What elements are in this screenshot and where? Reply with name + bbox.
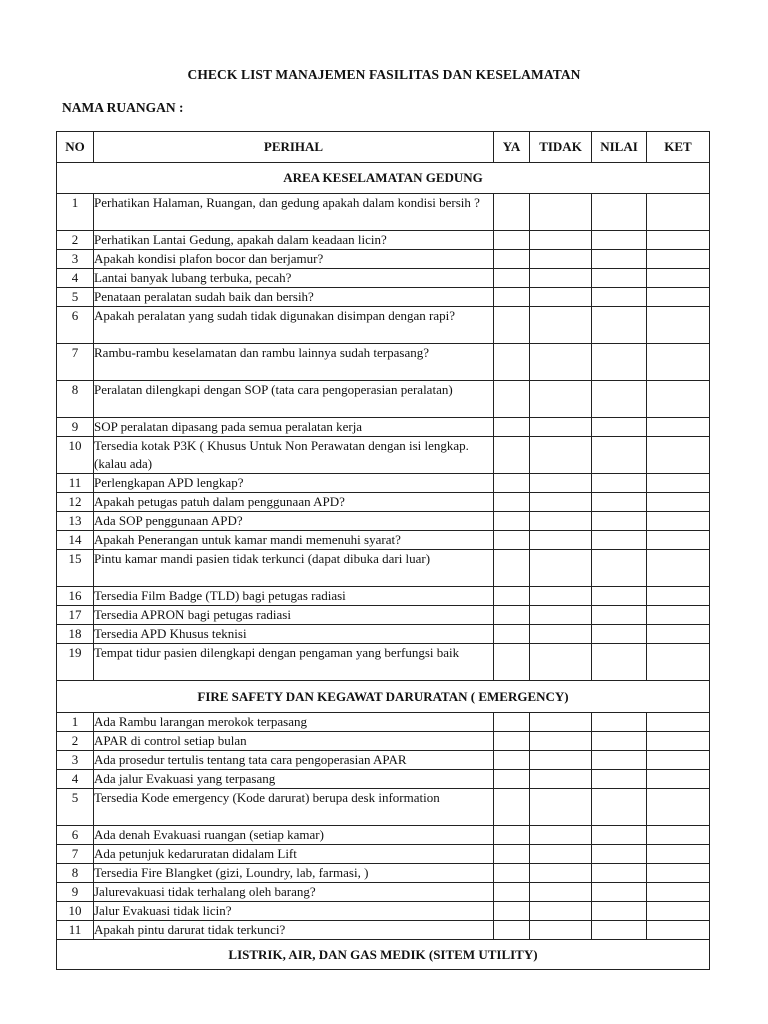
table-row bbox=[57, 344, 710, 381]
ket-cell[interactable] bbox=[647, 902, 710, 921]
item-text: Ada denah Evakuasi ruangan (setiap kamar) bbox=[94, 826, 494, 845]
ya-cell[interactable] bbox=[494, 732, 530, 751]
room-name-label: NAMA RUANGAN : bbox=[62, 100, 184, 115]
nilai-cell[interactable] bbox=[592, 474, 647, 493]
ket-cell[interactable] bbox=[647, 921, 710, 940]
ya-cell[interactable] bbox=[494, 606, 530, 625]
ya-cell[interactable] bbox=[494, 921, 530, 940]
item-text: Rambu-rambu keselamatan dan rambu lainnya sudah terpasang? bbox=[94, 344, 494, 381]
ket-cell[interactable] bbox=[647, 381, 710, 418]
item-number: 11 bbox=[57, 921, 94, 940]
header-row bbox=[57, 132, 710, 163]
item-text: Perhatikan Lantai Gedung, apakah dalam keadaan licin? bbox=[94, 231, 494, 250]
tidak-cell[interactable] bbox=[530, 789, 592, 826]
ya-cell[interactable] bbox=[494, 713, 530, 732]
item-number: 9 bbox=[57, 418, 94, 437]
tidak-cell[interactable] bbox=[530, 902, 592, 921]
table-row bbox=[57, 531, 710, 550]
item-text: Tersedia APD Khusus teknisi bbox=[94, 625, 494, 644]
tidak-cell[interactable] bbox=[530, 845, 592, 864]
table-row bbox=[57, 474, 710, 493]
ket-cell[interactable] bbox=[647, 288, 710, 307]
header-nilai: NILAI bbox=[592, 132, 647, 163]
ket-cell[interactable] bbox=[647, 732, 710, 751]
ket-cell[interactable] bbox=[647, 770, 710, 789]
ya-cell[interactable] bbox=[494, 194, 530, 231]
nilai-cell[interactable] bbox=[592, 606, 647, 625]
nilai-cell[interactable] bbox=[592, 307, 647, 344]
ket-cell[interactable] bbox=[647, 864, 710, 883]
ket-cell[interactable] bbox=[647, 194, 710, 231]
item-number: 13 bbox=[57, 512, 94, 531]
tidak-cell[interactable] bbox=[530, 531, 592, 550]
item-text: SOP peralatan dipasang pada semua peralatan kerja bbox=[94, 418, 494, 437]
table-row bbox=[57, 826, 710, 845]
ket-cell[interactable] bbox=[647, 826, 710, 845]
item-text: Perlengkapan APD lengkap? bbox=[94, 474, 494, 493]
tidak-cell[interactable] bbox=[530, 770, 592, 789]
nilai-cell[interactable] bbox=[592, 194, 647, 231]
item-number: 5 bbox=[57, 789, 94, 826]
nilai-cell[interactable] bbox=[592, 732, 647, 751]
table-row bbox=[57, 864, 710, 883]
ket-cell[interactable] bbox=[647, 269, 710, 288]
item-number: 4 bbox=[57, 269, 94, 288]
section-row bbox=[57, 163, 710, 194]
item-number: 12 bbox=[57, 493, 94, 512]
ya-cell[interactable] bbox=[494, 437, 530, 474]
nilai-cell[interactable] bbox=[592, 381, 647, 418]
ya-cell[interactable] bbox=[494, 789, 530, 826]
ya-cell[interactable] bbox=[494, 845, 530, 864]
nilai-cell[interactable] bbox=[592, 493, 647, 512]
ket-cell[interactable] bbox=[647, 644, 710, 681]
table-row bbox=[57, 437, 710, 474]
table-row bbox=[57, 512, 710, 531]
checklist-table bbox=[56, 131, 710, 970]
nilai-cell[interactable] bbox=[592, 231, 647, 250]
tidak-cell[interactable] bbox=[530, 493, 592, 512]
ya-cell[interactable] bbox=[494, 381, 530, 418]
ya-cell[interactable] bbox=[494, 531, 530, 550]
item-text: Ada SOP penggunaan APD? bbox=[94, 512, 494, 531]
section-row bbox=[57, 940, 710, 970]
item-text: Tersedia kotak P3K ( Khusus Untuk Non Perawatan dengan isi lengkap. (kalau ada) bbox=[94, 437, 494, 474]
item-text: Tersedia APRON bagi petugas radiasi bbox=[94, 606, 494, 625]
tidak-cell[interactable] bbox=[530, 732, 592, 751]
ket-cell[interactable] bbox=[647, 437, 710, 474]
item-number: 18 bbox=[57, 625, 94, 644]
table-row bbox=[57, 713, 710, 732]
nilai-cell[interactable] bbox=[592, 921, 647, 940]
item-text: Penataan peralatan sudah baik dan bersih? bbox=[94, 288, 494, 307]
item-text: Peralatan dilengkapi dengan SOP (tata cara pengoperasian peralatan) bbox=[94, 381, 494, 418]
ya-cell[interactable] bbox=[494, 418, 530, 437]
nilai-cell[interactable] bbox=[592, 418, 647, 437]
table-row bbox=[57, 587, 710, 606]
tidak-cell[interactable] bbox=[530, 194, 592, 231]
nilai-cell[interactable] bbox=[592, 883, 647, 902]
table-row bbox=[57, 250, 710, 269]
tidak-cell[interactable] bbox=[530, 418, 592, 437]
nilai-cell[interactable] bbox=[592, 902, 647, 921]
nilai-cell[interactable] bbox=[592, 845, 647, 864]
ya-cell[interactable] bbox=[494, 231, 530, 250]
table-row bbox=[57, 381, 710, 418]
section-title: FIRE SAFETY DAN KEGAWAT DARURATAN ( EMERGENCY) bbox=[57, 681, 710, 713]
item-text: Apakah kondisi plafon bocor dan berjamur? bbox=[94, 250, 494, 269]
ket-cell[interactable] bbox=[647, 845, 710, 864]
table-row bbox=[57, 550, 710, 587]
ket-cell[interactable] bbox=[647, 474, 710, 493]
item-text: Jalurevakuasi tidak terhalang oleh barang? bbox=[94, 883, 494, 902]
item-text: Apakah Penerangan untuk kamar mandi memenuhi syarat? bbox=[94, 531, 494, 550]
ket-cell[interactable] bbox=[647, 751, 710, 770]
tidak-cell[interactable] bbox=[530, 288, 592, 307]
item-number: 2 bbox=[57, 231, 94, 250]
tidak-cell[interactable] bbox=[530, 437, 592, 474]
tidak-cell[interactable] bbox=[530, 512, 592, 531]
ya-cell[interactable] bbox=[494, 512, 530, 531]
item-text: Tersedia Kode emergency (Kode darurat) berupa desk information bbox=[94, 789, 494, 826]
item-number: 9 bbox=[57, 883, 94, 902]
item-number: 3 bbox=[57, 751, 94, 770]
nilai-cell[interactable] bbox=[592, 770, 647, 789]
item-number: 8 bbox=[57, 381, 94, 418]
ya-cell[interactable] bbox=[494, 864, 530, 883]
table-row bbox=[57, 902, 710, 921]
ya-cell[interactable] bbox=[494, 550, 530, 587]
ket-cell[interactable] bbox=[647, 713, 710, 732]
table-row bbox=[57, 307, 710, 344]
item-number: 6 bbox=[57, 307, 94, 344]
item-text: Perhatikan Halaman, Ruangan, dan gedung apakah dalam kondisi bersih ? bbox=[94, 194, 494, 231]
tidak-cell[interactable] bbox=[530, 713, 592, 732]
tidak-cell[interactable] bbox=[530, 231, 592, 250]
item-text: Ada petunjuk kedaruratan didalam Lift bbox=[94, 845, 494, 864]
ket-cell[interactable] bbox=[647, 307, 710, 344]
tidak-cell[interactable] bbox=[530, 921, 592, 940]
item-text: Tersedia Fire Blangket (gizi, Loundry, lab, farmasi, ) bbox=[94, 864, 494, 883]
tidak-cell[interactable] bbox=[530, 883, 592, 902]
table-row bbox=[57, 493, 710, 512]
tidak-cell[interactable] bbox=[530, 474, 592, 493]
nilai-cell[interactable] bbox=[592, 751, 647, 770]
ya-cell[interactable] bbox=[494, 493, 530, 512]
table-row bbox=[57, 845, 710, 864]
item-text: Ada jalur Evakuasi yang terpasang bbox=[94, 770, 494, 789]
section-title: LISTRIK, AIR, DAN GAS MEDIK (SITEM UTILITY) bbox=[57, 940, 710, 970]
ya-cell[interactable] bbox=[494, 902, 530, 921]
ya-cell[interactable] bbox=[494, 288, 530, 307]
page-title: CHECK LIST MANAJEMEN FASILITAS DAN KESELAMATAN bbox=[187, 67, 581, 82]
table-row bbox=[57, 606, 710, 625]
ket-cell[interactable] bbox=[647, 625, 710, 644]
item-text: Apakah peralatan yang sudah tidak digunakan disimpan dengan rapi? bbox=[94, 307, 494, 344]
ket-cell[interactable] bbox=[647, 606, 710, 625]
tidak-cell[interactable] bbox=[530, 250, 592, 269]
item-number: 7 bbox=[57, 344, 94, 381]
item-text: Ada prosedur tertulis tentang tata cara pengoperasian APAR bbox=[94, 751, 494, 770]
header-ya: YA bbox=[494, 132, 530, 163]
nilai-cell[interactable] bbox=[592, 512, 647, 531]
tidak-cell[interactable] bbox=[530, 751, 592, 770]
table-row bbox=[57, 751, 710, 770]
table-row bbox=[57, 770, 710, 789]
tidak-cell[interactable] bbox=[530, 606, 592, 625]
table-row bbox=[57, 789, 710, 826]
item-text: Apakah pintu darurat tidak terkunci? bbox=[94, 921, 494, 940]
nilai-cell[interactable] bbox=[592, 713, 647, 732]
table-row bbox=[57, 644, 710, 681]
ya-cell[interactable] bbox=[494, 770, 530, 789]
nilai-cell[interactable] bbox=[592, 625, 647, 644]
item-number: 16 bbox=[57, 587, 94, 606]
item-number: 14 bbox=[57, 531, 94, 550]
section-title: AREA KESELAMATAN GEDUNG bbox=[57, 163, 710, 194]
item-text: Tersedia Film Badge (TLD) bagi petugas radiasi bbox=[94, 587, 494, 606]
item-text: Tempat tidur pasien dilengkapi dengan pengaman yang berfungsi baik bbox=[94, 644, 494, 681]
ya-cell[interactable] bbox=[494, 644, 530, 681]
item-number: 6 bbox=[57, 826, 94, 845]
nilai-cell[interactable] bbox=[592, 269, 647, 288]
nilai-cell[interactable] bbox=[592, 587, 647, 606]
ya-cell[interactable] bbox=[494, 474, 530, 493]
ya-cell[interactable] bbox=[494, 625, 530, 644]
ya-cell[interactable] bbox=[494, 269, 530, 288]
item-number: 10 bbox=[57, 437, 94, 474]
table-row bbox=[57, 921, 710, 940]
ya-cell[interactable] bbox=[494, 344, 530, 381]
header-no: NO bbox=[57, 132, 94, 163]
tidak-cell[interactable] bbox=[530, 864, 592, 883]
ket-cell[interactable] bbox=[647, 512, 710, 531]
tidak-cell[interactable] bbox=[530, 644, 592, 681]
item-number: 2 bbox=[57, 732, 94, 751]
item-number: 1 bbox=[57, 194, 94, 231]
item-number: 1 bbox=[57, 713, 94, 732]
ket-cell[interactable] bbox=[647, 883, 710, 902]
table-row bbox=[57, 194, 710, 231]
nilai-cell[interactable] bbox=[592, 250, 647, 269]
header-perihal: PERIHAL bbox=[94, 132, 494, 163]
ya-cell[interactable] bbox=[494, 587, 530, 606]
item-number: 4 bbox=[57, 770, 94, 789]
nilai-cell[interactable] bbox=[592, 437, 647, 474]
header-tidak: TIDAK bbox=[530, 132, 592, 163]
ya-cell[interactable] bbox=[494, 751, 530, 770]
item-number: 17 bbox=[57, 606, 94, 625]
item-text: Jalur Evakuasi tidak licin? bbox=[94, 902, 494, 921]
ya-cell[interactable] bbox=[494, 307, 530, 344]
item-number: 3 bbox=[57, 250, 94, 269]
item-text: Ada Rambu larangan merokok terpasang bbox=[94, 713, 494, 732]
ket-cell[interactable] bbox=[647, 231, 710, 250]
nilai-cell[interactable] bbox=[592, 789, 647, 826]
ket-cell[interactable] bbox=[647, 531, 710, 550]
nilai-cell[interactable] bbox=[592, 864, 647, 883]
ya-cell[interactable] bbox=[494, 250, 530, 269]
table-row bbox=[57, 418, 710, 437]
table-row bbox=[57, 883, 710, 902]
item-number: 7 bbox=[57, 845, 94, 864]
tidak-cell[interactable] bbox=[530, 344, 592, 381]
item-number: 5 bbox=[57, 288, 94, 307]
tidak-cell[interactable] bbox=[530, 307, 592, 344]
item-number: 10 bbox=[57, 902, 94, 921]
ket-cell[interactable] bbox=[647, 550, 710, 587]
table-row bbox=[57, 231, 710, 250]
table-row bbox=[57, 732, 710, 751]
ket-cell[interactable] bbox=[647, 344, 710, 381]
table-row bbox=[57, 288, 710, 307]
nilai-cell[interactable] bbox=[592, 288, 647, 307]
item-number: 19 bbox=[57, 644, 94, 681]
item-number: 8 bbox=[57, 864, 94, 883]
item-text: Apakah petugas patuh dalam penggunaan APD? bbox=[94, 493, 494, 512]
table-row bbox=[57, 269, 710, 288]
ket-cell[interactable] bbox=[647, 587, 710, 606]
ket-cell[interactable] bbox=[647, 493, 710, 512]
item-number: 11 bbox=[57, 474, 94, 493]
ket-cell[interactable] bbox=[647, 789, 710, 826]
ket-cell[interactable] bbox=[647, 250, 710, 269]
nilai-cell[interactable] bbox=[592, 550, 647, 587]
tidak-cell[interactable] bbox=[530, 550, 592, 587]
ket-cell[interactable] bbox=[647, 418, 710, 437]
ya-cell[interactable] bbox=[494, 826, 530, 845]
ya-cell[interactable] bbox=[494, 883, 530, 902]
tidak-cell[interactable] bbox=[530, 269, 592, 288]
item-text: Pintu kamar mandi pasien tidak terkunci (dapat dibuka dari luar) bbox=[94, 550, 494, 587]
nilai-cell[interactable] bbox=[592, 344, 647, 381]
table-row bbox=[57, 625, 710, 644]
header-ket: KET bbox=[647, 132, 710, 163]
item-number: 15 bbox=[57, 550, 94, 587]
tidak-cell[interactable] bbox=[530, 587, 592, 606]
nilai-cell[interactable] bbox=[592, 826, 647, 845]
nilai-cell[interactable] bbox=[592, 531, 647, 550]
tidak-cell[interactable] bbox=[530, 625, 592, 644]
tidak-cell[interactable] bbox=[530, 826, 592, 845]
item-text: Lantai banyak lubang terbuka, pecah? bbox=[94, 269, 494, 288]
item-text: APAR di control setiap bulan bbox=[94, 732, 494, 751]
nilai-cell[interactable] bbox=[592, 644, 647, 681]
section-row bbox=[57, 681, 710, 713]
tidak-cell[interactable] bbox=[530, 381, 592, 418]
